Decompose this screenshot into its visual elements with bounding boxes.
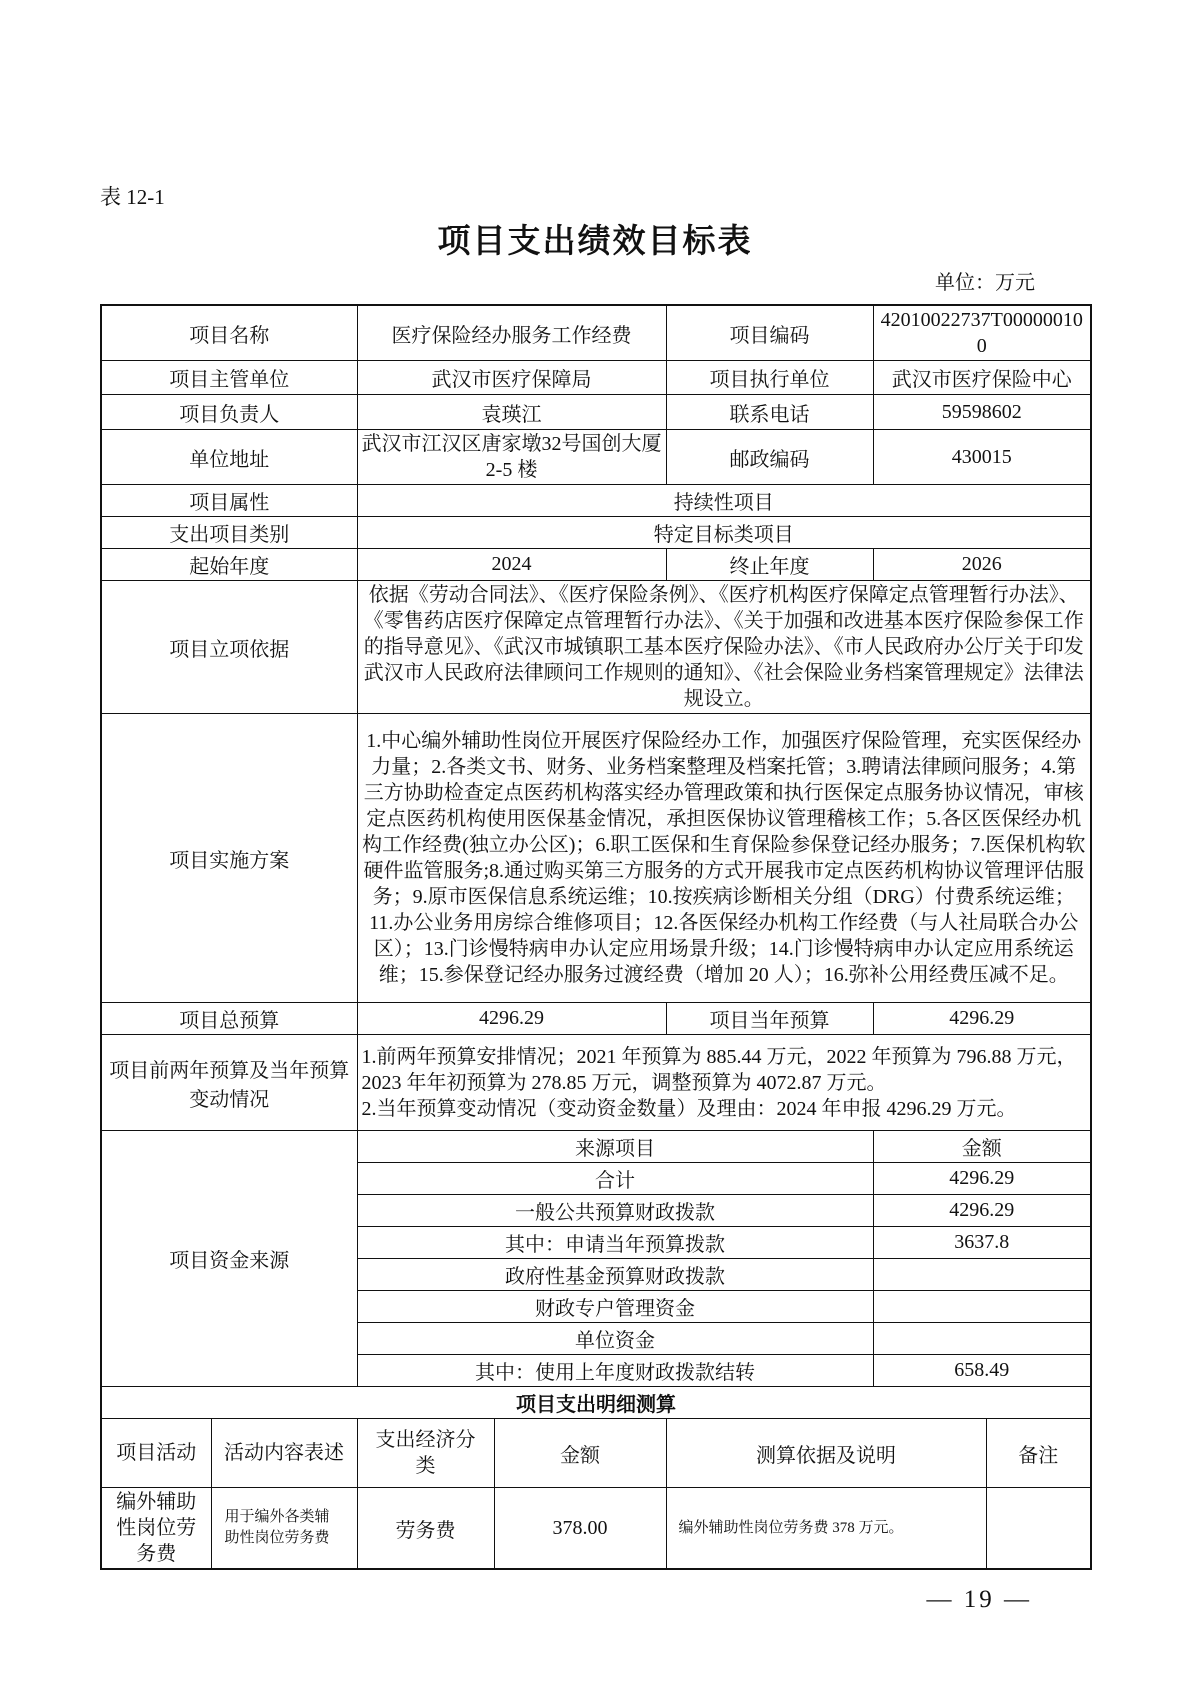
detail-col-description: 活动内容表述: [211, 1419, 357, 1488]
detail-activity: 编外辅助性岗位劳务费: [101, 1488, 211, 1570]
row-legal-basis: [101, 581, 1091, 714]
detail-col-activity: 项目活动: [101, 1419, 211, 1488]
supervisor-label: 项目主管单位: [101, 361, 357, 395]
funding-amount: [873, 1291, 1091, 1323]
funding-source: 一般公共预算财政拨款: [357, 1195, 873, 1227]
legal-basis-text: 依据《劳动合同法》、《医疗保险条例》、《医疗机构医疗保障定点管理暂行办法》、《零售药店医疗保障定点管理暂行办法》、《关于加强和改进基本医疗保险参保工作的指导意见》、《武汉市城镇职工基本医疗保险办法》、《市人民政府办公厅关于印发武汉市人民政府法律顾问工作规则的通知》、《社会保险业务档案管理规定》法律法规设立。: [357, 581, 1091, 714]
funding-amount: [873, 1259, 1091, 1291]
row-previous-budget: [101, 1035, 1091, 1131]
detail-economic-category: 劳务费: [357, 1488, 494, 1570]
detail-col-basis: 测算依据及说明: [666, 1419, 986, 1488]
row-supervisor: [101, 361, 1091, 395]
row-total-budget: [101, 1003, 1091, 1035]
row-implementation-plan: [101, 714, 1091, 1003]
legal-basis-label: 项目立项依据: [101, 581, 357, 714]
detail-col-note: 备注: [986, 1419, 1091, 1488]
detail-note: [986, 1488, 1091, 1570]
detail-col-economic-category: 支出经济分类: [357, 1419, 494, 1488]
phone-label: 联系电话: [666, 395, 873, 430]
postcode-value: 430015: [873, 430, 1091, 485]
previous-budget-label: 项目前两年预算及当年预算变动情况: [101, 1035, 357, 1131]
phone-value: 59598602: [873, 395, 1091, 430]
supervisor-value: 武汉市医疗保障局: [357, 361, 666, 395]
project-name-label: 项目名称: [101, 305, 357, 361]
funding-source: 政府性基金预算财政拨款: [357, 1259, 873, 1291]
document-title: 项目支出绩效目标表: [437, 224, 753, 260]
page-number: — 19 —: [926, 1586, 1032, 1613]
funding-source: 合计: [357, 1163, 873, 1195]
unit-note: 单位：万元: [935, 272, 1035, 294]
funding-source: 单位资金: [357, 1323, 873, 1355]
previous-budget-line2: 2.当年预算变动情况（变动资金数量）及理由：2024 年申报 4296.29 万元。: [361, 1097, 1017, 1120]
executor-label: 项目执行单位: [666, 361, 873, 395]
detail-col-amount: 金额: [494, 1419, 666, 1488]
project-code-label: 项目编码: [666, 305, 873, 361]
funding-amount: 4296.29: [873, 1163, 1091, 1195]
funding-source: 其中：申请当年预算拨款: [357, 1227, 873, 1259]
expense-category-label: 支出项目类别: [101, 517, 357, 549]
attribute-value: 持续性项目: [357, 485, 1091, 517]
total-budget-value: 4296.29: [357, 1003, 666, 1035]
end-year-label: 终止年度: [666, 549, 873, 581]
current-budget-value: 4296.29: [873, 1003, 1091, 1035]
expense-category-value: 特定目标类项目: [357, 517, 1091, 549]
funding-source-header: 来源项目: [357, 1131, 873, 1163]
funding-source: 其中：使用上年度财政拨款结转: [357, 1355, 873, 1387]
funding-amount: 3637.8: [873, 1227, 1091, 1259]
detail-data-row: [101, 1488, 1091, 1570]
detail-section-title: 项目支出明细测算: [101, 1387, 1091, 1419]
detail-basis: 编外辅助性岗位劳务费 378 万元。: [666, 1488, 986, 1570]
leader-label: 项目负责人: [101, 395, 357, 430]
row-funding-header: [101, 1131, 1091, 1163]
start-year-value: 2024: [357, 549, 666, 581]
funding-amount: [873, 1323, 1091, 1355]
attribute-label: 项目属性: [101, 485, 357, 517]
row-leader: [101, 395, 1091, 430]
implementation-plan-label: 项目实施方案: [101, 714, 357, 1003]
row-attribute: [101, 485, 1091, 517]
executor-value: 武汉市医疗保险中心: [873, 361, 1091, 395]
funding-amount: 4296.29: [873, 1195, 1091, 1227]
start-year-label: 起始年度: [101, 549, 357, 581]
address-label: 单位地址: [101, 430, 357, 485]
postcode-label: 邮政编码: [666, 430, 873, 485]
previous-budget-line1: 1.前两年预算安排情况；2021 年预算为 885.44 万元，2022 年预算为 796.88 万元，2023 年年初预算为 278.85 万元，调整预算为 4072.87 万元。: [361, 1045, 1077, 1094]
performance-target-table: [100, 304, 1092, 1570]
address-value: 武汉市江汉区唐家墩32号国创大厦 2-5 楼: [357, 430, 666, 485]
row-detail-column-headers: [101, 1419, 1091, 1488]
table-number-label: 表 12-1: [100, 185, 165, 209]
current-budget-label: 项目当年预算: [666, 1003, 873, 1035]
end-year-value: 2026: [873, 549, 1091, 581]
funding-source: 财政专户管理资金: [357, 1291, 873, 1323]
row-years: [101, 549, 1091, 581]
funding-section-label: 项目资金来源: [101, 1131, 357, 1387]
funding-amount-header: 金额: [873, 1131, 1091, 1163]
detail-amount: 378.00: [494, 1488, 666, 1570]
project-name-value: 医疗保险经办服务工作经费: [357, 305, 666, 361]
implementation-plan-text: 1.中心编外辅助性岗位开展医疗保险经办工作，加强医疗保险管理，充实医保经办力量；2.各类文书、财务、业务档案整理及档案托管；3.聘请法律顾问服务；4.第三方协助检查定点医药机构落实经办管理政策和执行医保定点服务协议情况，审核定点医药机构使用医保基金情况，承担医保协议管理稽核工作；5.各区医保经办机构工作经费(独立办公区)；6.职工医保和生育保险参保登记经办服务；7.医保机构软硬件监管服务;8.通过购买第三方服务的方式开展我市定点医药机构协议管理评估服务；9.原市医保信息系统运维；10.按疾病诊断相关分组（DRG）付费系统运维；11.办公业务用房综合维修项目；12.各医保经办机构工作经费（与人社局联合办公区）；13.门诊慢特病申办认定应用场景升级；14.门诊慢特病申办认定应用系统运维；15.参保登记经办服务过渡经费（增加 20 人）；16.弥补公用经费压减不足。: [357, 714, 1091, 1003]
funding-amount: 658.49: [873, 1355, 1091, 1387]
row-address: [101, 430, 1091, 485]
row-project-name: [101, 305, 1091, 361]
row-detail-section-title: [101, 1387, 1091, 1419]
detail-description: 用于编外各类辅助性岗位劳务费: [211, 1488, 357, 1570]
row-category: [101, 517, 1091, 549]
total-budget-label: 项目总预算: [101, 1003, 357, 1035]
leader-value: 袁瑛江: [357, 395, 666, 430]
previous-budget-text: [357, 1035, 1091, 1131]
project-code-value: 42010022737T000000100: [873, 305, 1091, 361]
